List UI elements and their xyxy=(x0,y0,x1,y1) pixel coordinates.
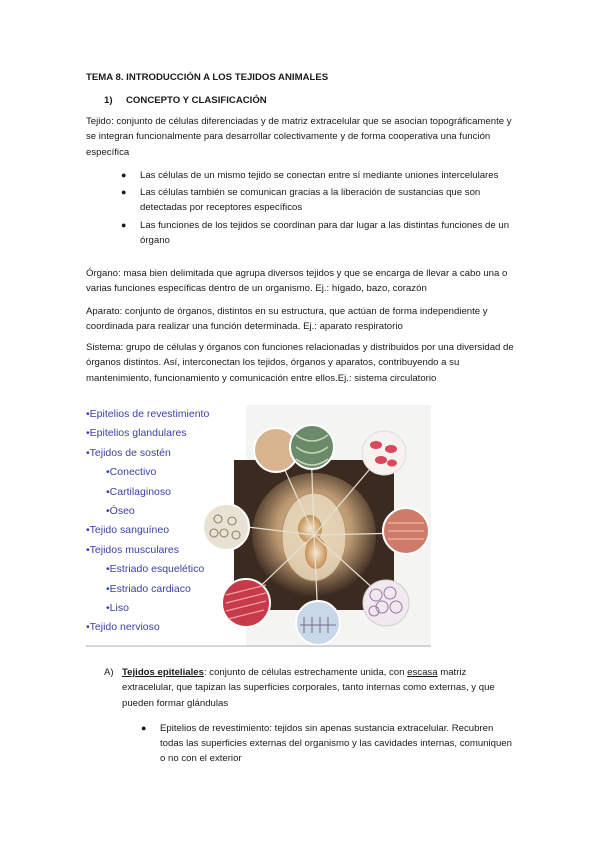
blood-cells-circle xyxy=(362,431,406,475)
section-heading xyxy=(104,93,267,108)
list-item: ● Las funciones de los tejidos se coordinan para dar lugar a las distintas funciones de un órgano xyxy=(121,219,510,246)
bullet-icon: ● xyxy=(121,219,127,230)
document-title: TEMA 8. INTRODUCCIÓN A LOS TEJIDOS ANIMALES xyxy=(86,72,329,83)
legend-item: •Cartilaginoso xyxy=(106,485,171,498)
epithelial-circle xyxy=(296,601,340,645)
aparato-definition: Aparato: conjunto de órganos, distintos en su estructura, que actúan de forma independiente y coordinada para realizar una función determinada. Ej.: aparato respiratorio xyxy=(86,306,488,333)
legend-item: •Estriado cardiaco xyxy=(106,582,191,595)
bullet-icon: ● xyxy=(141,723,147,733)
tejido-bullet-list xyxy=(121,168,512,250)
section-a-label: A) xyxy=(104,667,114,678)
section-title: CONCEPTO Y CLASIFICACIÓN xyxy=(126,95,267,106)
legend-item: •Tejidos musculares xyxy=(86,543,179,556)
legend-item: •Tejido nervioso xyxy=(86,621,160,634)
legend-item: •Conectivo xyxy=(106,466,157,479)
legend-item: •Epitelios de revestimiento xyxy=(86,408,210,420)
section-a-text: Tejidos epiteliales: conjunto de células estrechamente unida, con escasa matriz extracelular, que tapizan las superficies corporales, tanto internas como externas, y que pueden formar glándulas xyxy=(122,667,495,709)
embryo-body xyxy=(305,537,327,569)
organo-definition: Órgano: masa bien delimitada que agrupa diversos tejidos y que se encarga de llevar a cabo una o varias funciones específicas dentro de un organismo. Ej.: hígado, bazo, corazón xyxy=(86,268,508,295)
figure-legend xyxy=(86,405,241,638)
list-item: ● Las células también se comunican gracias a la liberación de sustancias que son detectadas por receptores específicos xyxy=(121,187,481,214)
section-number: 1) xyxy=(104,95,113,106)
section-a-term: Tejidos epiteliales xyxy=(122,667,204,678)
legend-item: •Tejido sanguíneo xyxy=(86,524,170,537)
legend-item: •Liso xyxy=(106,602,129,615)
legend-item: •Estriado esquelético xyxy=(106,563,205,576)
section-a-bullet-list xyxy=(141,721,514,769)
legend-item: •Tejidos de sostén xyxy=(86,446,171,459)
list-item: ● Epitelios de revestimiento: tejidos sin apenas sustancia extracelular. Recubren todas las superficies externas del organismo y las cavidades internas, comuniquen o no con el exterior xyxy=(141,723,512,765)
tejido-definition: Tejido: conjunto de células diferenciadas y de matriz extracelular que se asocian topográficamente y se integran funcionalmente para desarrollar colectivamente y de forma cooperativa una función específica xyxy=(86,116,512,158)
underlined-word: escasa xyxy=(407,667,438,678)
legend-item: •Óseo xyxy=(106,505,135,518)
legend-item: •Epitelios glandulares xyxy=(86,427,187,440)
list-item: ● Las células de un mismo tejido se conectan entre sí mediante uniones intercelulares xyxy=(140,168,512,183)
tissues-figure xyxy=(86,405,431,647)
bullet-icon: ● xyxy=(121,170,127,180)
sistema-definition: Sistema: grupo de células y órganos con funciones relacionadas y distribuidos por una diversidad de órganos distintos. Así, interconectan los tejidos, órganos y aparatos, contribuyendo a su mantenimiento, funcionamiento y comunicación entre ellos.Ej.: sistema circulatorio xyxy=(86,342,514,384)
bullet-icon: ● xyxy=(121,187,127,198)
